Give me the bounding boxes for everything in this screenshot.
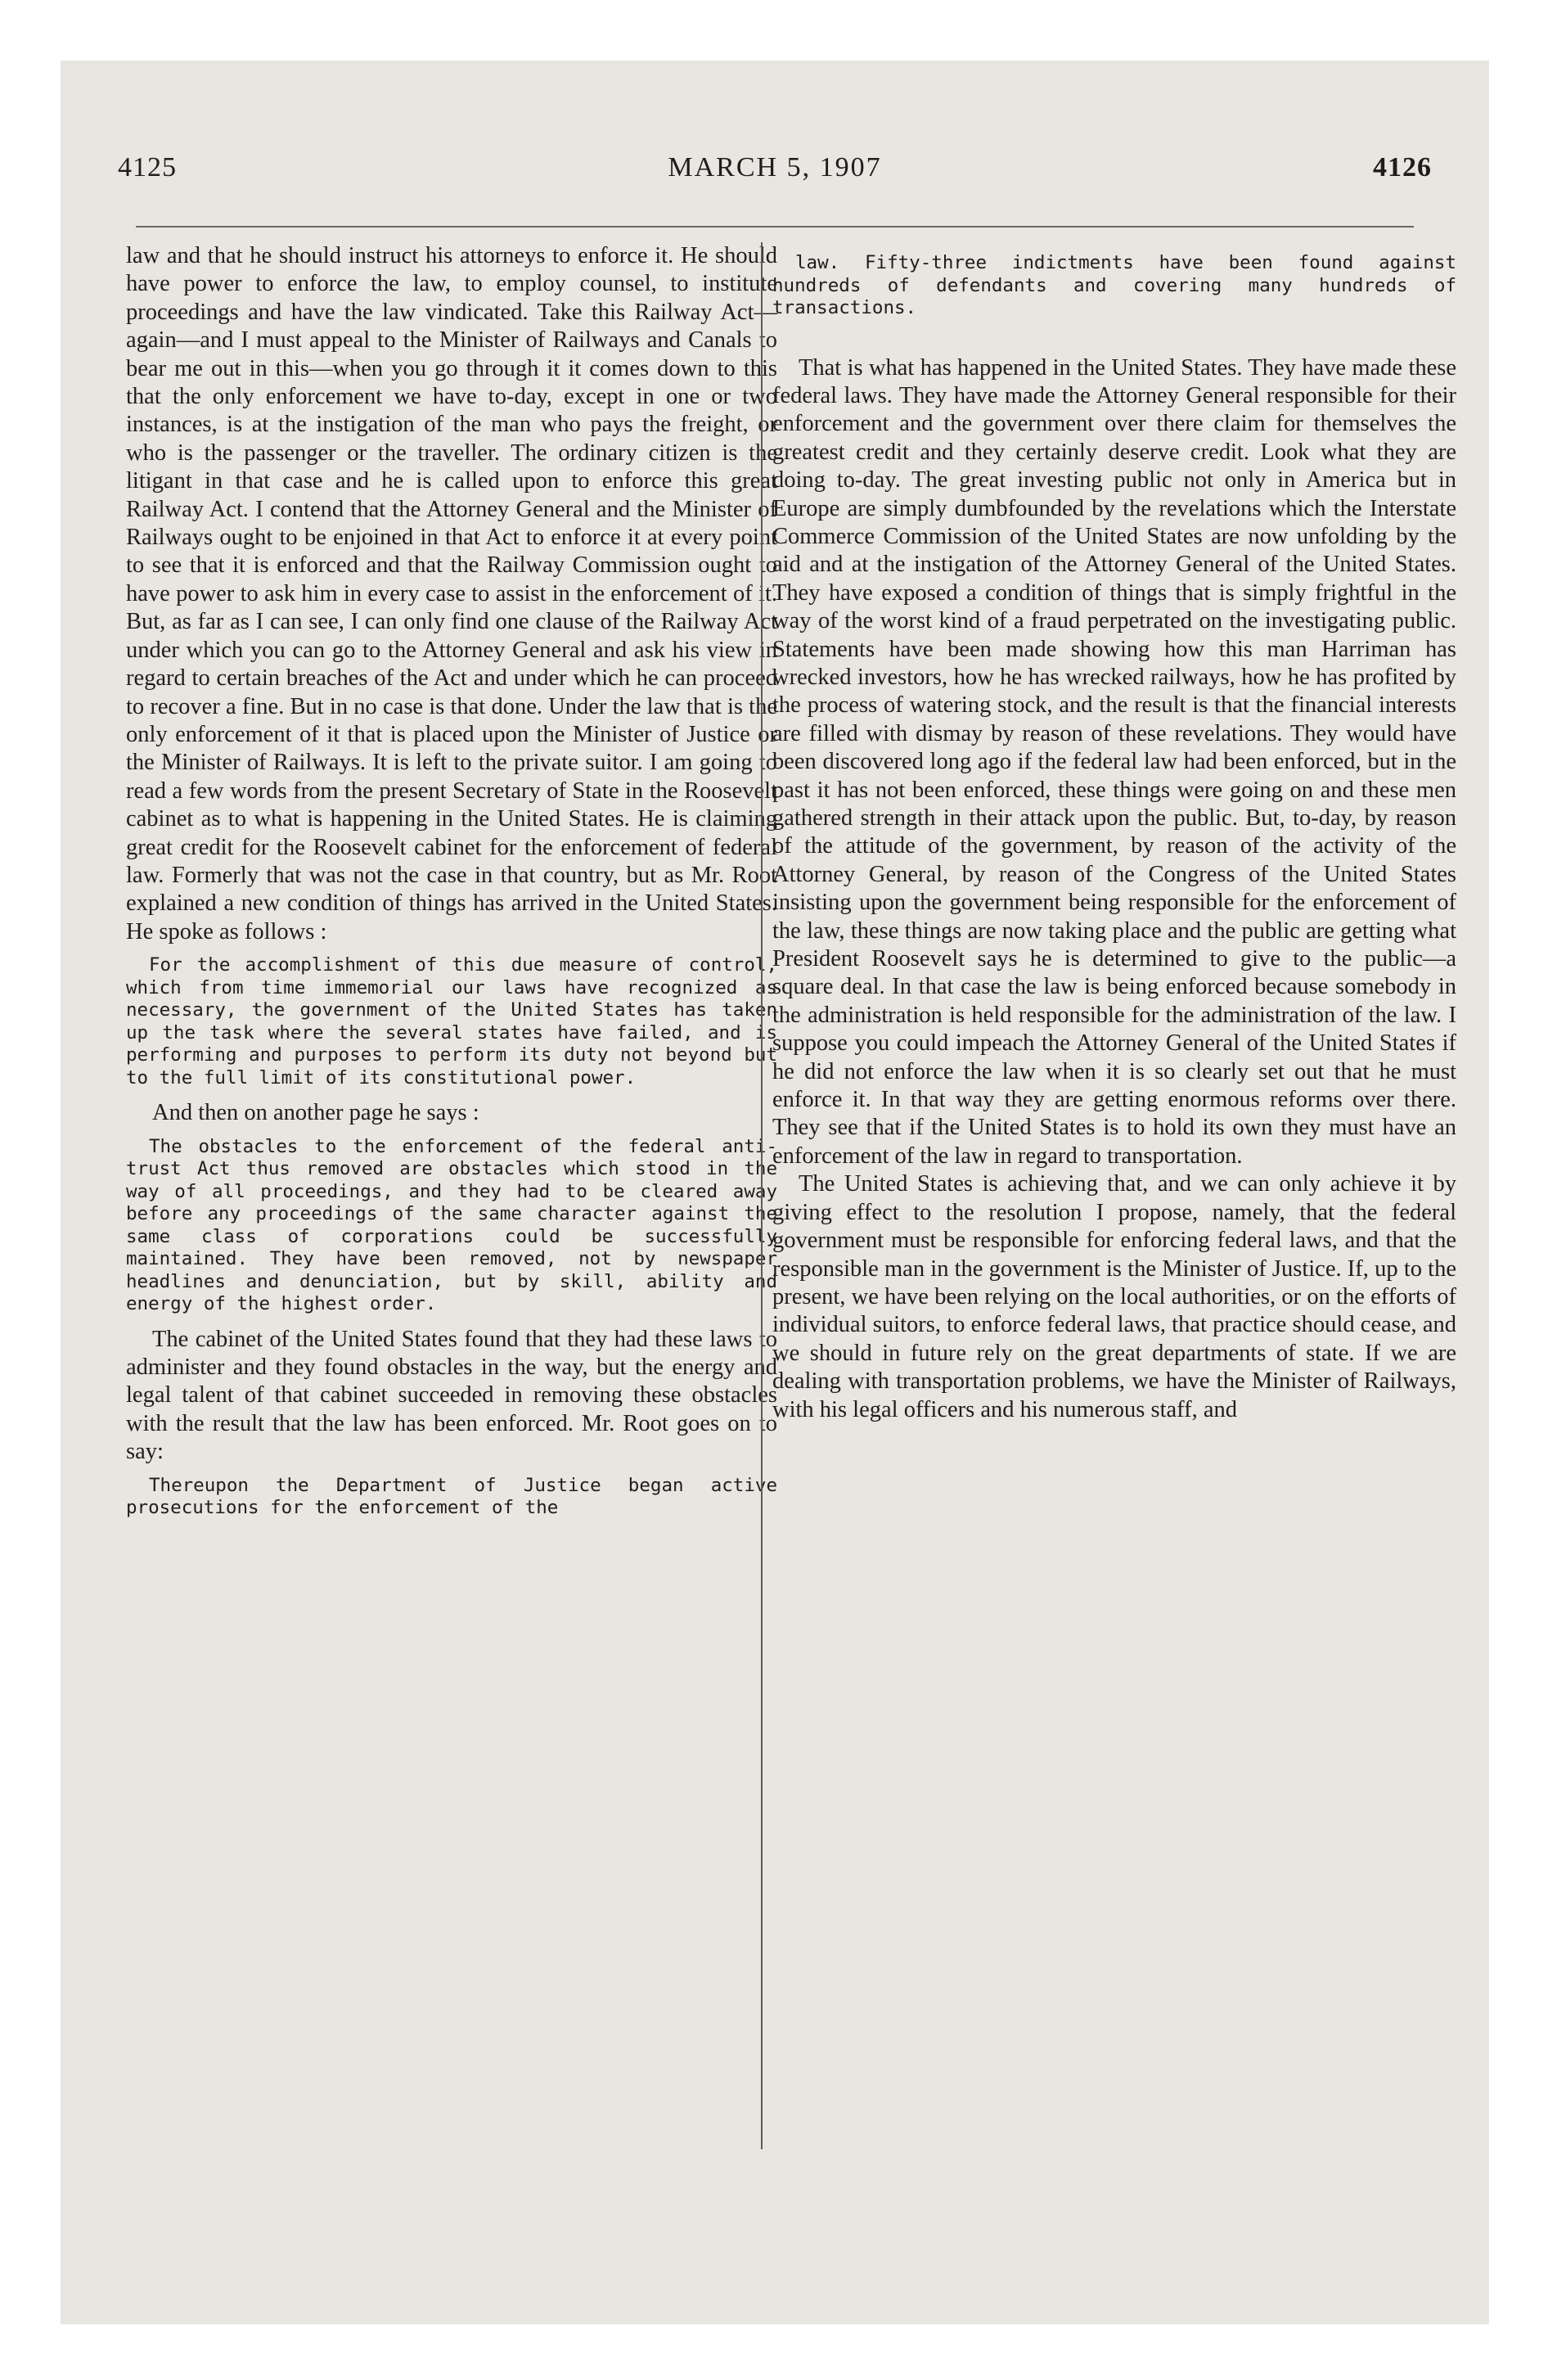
- column-divider: [761, 242, 763, 2149]
- left-paragraph-3: The cabinet of the United States found that they had these laws to administer and they found obstacles in the way, but the energy and legal talent of that cabinet succeeded in removing these obstacles with the result that the law has been enforced. Mr. Root goes on to say:: [126, 1326, 777, 1465]
- left-quote-2: The obstacles to the enforcement of the federal anti-trust Act thus removed are obstacles which stood in the way of all proceedings, and they had to be cleared away before any proceedings of the same character against the same class of corporations could be successfully maintained. They have been removed, not by newspaper headlines and denunciation, but by skill, ability and energy of the highest order.: [126, 1135, 777, 1315]
- right-quote-continuation: law. Fifty-three indictments have been found against hundreds of defendants and covering many hundreds of transactions.: [772, 252, 1456, 318]
- left-column: [126, 242, 777, 1530]
- left-paragraph-1: law and that he should instruct his attorneys to enforce it. He should have power to enforce the law, to employ counsel, to institute proceedings and have the law vindicated. Take this Railway Act—again—and I must appeal to the Minister of Railways and Canals to bear me out in this—when you go through it it comes down to this that the only enforcement we have to-day, except in one or two instances, is at the instigation of the man who pays the freight, or who is the passenger or the traveller. The ordinary citizen is the litigant in that case and he is called upon to enforce this great Railway Act. I contend that the Attorney General and the Minister of Railways ought to be enjoined in that Act to enforce it at every point to see that it is enforced and that the Railway Commission ought to have power to ask him in every case to assist in the enforcement of it. But, as far as I can see, I can only find one clause of the Railway Act under which you can go to the Attorney General and ask his view in regard to certain breaches of the Act and under which he can proceed to recover a fine. But in no case is that done. Under the law that is the only enforcement of it that is placed upon the Minister of Justice or the Minister of Railways. It is left to the private suitor. I am going to read a few words from the present Secretary of State in the Roosevelt cabinet as to what is happening in the United States. He is claiming great credit for the Roosevelt cabinet for the enforcement of federal law. Formerly that was not the case in that country, but as Mr. Root explained a new condition of things has arrived in the United States. He spoke as follows :: [126, 243, 777, 944]
- left-quote-3: Thereupon the Department of Justice began active prosecutions for the enforcement of the: [126, 1474, 777, 1519]
- left-paragraph-2: And then on another page he says :: [152, 1100, 479, 1126]
- page-header: [118, 152, 1432, 201]
- hansard-page: [61, 61, 1489, 2324]
- right-paragraph-2: The United States is achieving that, and we can only achieve it by giving effect to the resolution I propose, namely, that the federal government must be responsible for enforcing federal laws, and that the responsible man in the government is the Minister of Justice. If, up to the present, we have been relying on the local authorities, or on the efforts of individual suitors, to enforce federal laws, that practice should cease, and we should in future rely on the great departments of state. If we are dealing with transportation problems, we have the Minister of Railways, with his legal officers and his numerous staff, and: [772, 1171, 1456, 1422]
- page-number-right: 4126: [1373, 152, 1432, 183]
- scanned-page: [61, 61, 1489, 2324]
- right-column: [772, 244, 1456, 1424]
- right-paragraph-1: That is what has happened in the United States. They have made these federal laws. They have made the Attorney General responsible for their enforcement and the government over there claim for themselves the greatest credit and they certainly deserve credit. Look what they are doing to-day. The great investing public not only in America but in Europe are simply dumbfounded by the revelations which the Interstate Commerce Commission of the United States are now unfolding by the aid and at the instigation of the Attorney General of the United States. They have exposed a condition of things that is simply frightful in the way of the worst kind of a fraud perpetrated on the investigating public. Statements have been made showing how this man Harriman has wrecked investors, how he has wrecked railways, how he has profited by the process of watering stock, and the result is that the financial interests are filled with dismay by reason of these revelations. They would have been discovered long ago if the federal law had been enforced, but in the past it has not been enforced, these things were going on and these men gathered strength in their attack upon the public. But, to-day, by reason of the attitude of the government, by reason of the activity of the Attorney General, by reason of the Congress of the United States insisting upon the government being responsible for the enforcement of the law, these things are now taking place and the public are getting what President Roosevelt says he is determined to give to the public—a square deal. In that case the law is being enforced because somebody in the administration is held responsible for the administration of the law. I suppose you could impeach the Attorney General of the United States if he did not enforce the law when it is so clearly set out that he must enforce it. In that way they are getting enormous reforms over there. They see that if the United States is to hold its own they must have an enforcement of the law in regard to transportation.: [772, 354, 1456, 1169]
- paragraph-gap: [772, 330, 1456, 354]
- page-number-left: 4125: [118, 152, 177, 183]
- header-rule: [136, 226, 1414, 228]
- page-date: MARCH 5, 1907: [668, 152, 882, 183]
- left-quote-1: For the accomplishment of this due measure of control, which from time immemorial our laws have recognized as necessary, the government of the United States has taken up the task where the several states have failed, and is performing and purposes to perform its duty not beyond but to the full limit of its constitutional power.: [126, 954, 777, 1089]
